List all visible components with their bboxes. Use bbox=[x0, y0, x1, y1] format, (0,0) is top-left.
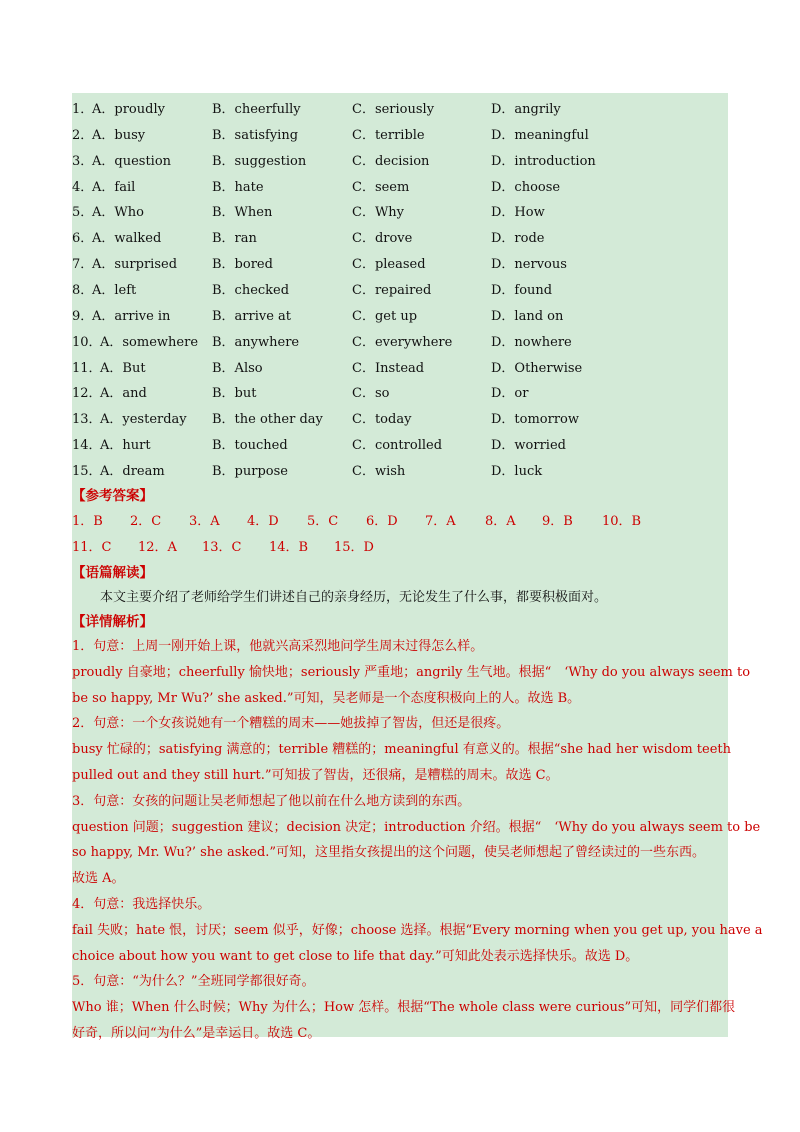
question-row bbox=[72, 121, 728, 147]
detail-line: proudly 自豪地；cheerfully 愉快地；seriously 严重地；angrily 生气地。根据“ ‘Why do you always seem to bbox=[72, 664, 751, 680]
option-c: C．drove bbox=[352, 231, 413, 247]
detail-line: 4．句意：我选择快乐。 bbox=[72, 897, 211, 912]
option-b: B．ran bbox=[212, 231, 257, 247]
detail-heading: 【详情解析】 bbox=[72, 614, 153, 630]
question-row bbox=[72, 457, 728, 483]
option-b: B．the other day bbox=[212, 412, 323, 428]
question-row bbox=[72, 173, 728, 199]
option-d: D．luck bbox=[491, 463, 543, 479]
option-a: A．fail bbox=[92, 179, 136, 195]
question-number: 13． bbox=[72, 412, 102, 428]
question-number: 3． bbox=[72, 153, 94, 169]
question-number: 15． bbox=[72, 463, 102, 479]
question-row bbox=[72, 328, 728, 354]
option-b: B．anywhere bbox=[212, 334, 300, 350]
option-a: A．Who bbox=[92, 205, 144, 221]
detail-line: 故选 A。 bbox=[72, 871, 125, 887]
option-c: C．seriously bbox=[352, 102, 435, 117]
detail-line: choice about how you want to get close to life that day.”可知此处表示选择快乐。故选 D。 bbox=[72, 948, 639, 964]
option-c: C．get up bbox=[352, 308, 418, 324]
question-number: 11． bbox=[72, 360, 102, 376]
option-a: A．surprised bbox=[92, 257, 178, 273]
answer-item: 4．D bbox=[247, 514, 279, 529]
question-number: 6． bbox=[72, 231, 94, 247]
answer-item: 1．B bbox=[72, 514, 103, 529]
question-number: 7． bbox=[72, 257, 94, 273]
answer-item: 13．C bbox=[202, 540, 242, 555]
option-d: D．found bbox=[491, 282, 553, 298]
option-d: D．worried bbox=[491, 438, 566, 454]
question-number: 10． bbox=[72, 334, 102, 350]
question-number: 8． bbox=[72, 282, 94, 298]
summary-heading: 【语篇解读】 bbox=[72, 565, 153, 581]
detail-line: 1．句意：上周一刚开始上课，他就兴高采烈地问学生周末过得怎么样。 bbox=[72, 639, 484, 654]
option-c: C．today bbox=[352, 412, 412, 428]
option-a: A．hurt bbox=[100, 438, 151, 454]
option-d: D．rode bbox=[491, 231, 545, 247]
question-number: 12． bbox=[72, 386, 102, 402]
option-d: D．land on bbox=[491, 308, 564, 324]
option-b: B．purpose bbox=[212, 463, 288, 479]
option-a: A．dream bbox=[100, 463, 165, 479]
answer-item: 11．C bbox=[72, 540, 112, 555]
option-a: A．left bbox=[92, 282, 137, 298]
detail-line: pulled out and they still hurt.”可知拔了智齿，还很痛，是糟糕的周末。故选 C。 bbox=[72, 768, 559, 783]
option-b: B．Also bbox=[212, 360, 263, 376]
detail-line: so happy, Mr. Wu?’ she asked.”可知，这里指女孩提出的这个问题，使吴老师想起了曾经读过的一些东西。 bbox=[72, 845, 706, 861]
option-c: C．Instead bbox=[352, 360, 425, 376]
option-d: D．How bbox=[491, 205, 545, 221]
answer-item: 5．C bbox=[307, 514, 339, 529]
question-row bbox=[72, 379, 728, 405]
option-b: B．satisfying bbox=[212, 127, 299, 143]
answer-item: 9．B bbox=[542, 514, 573, 529]
option-d: D．introduction bbox=[491, 153, 596, 169]
option-a: A．But bbox=[100, 360, 146, 376]
detail-line: be so happy, Mr Wu?’ she asked.”可知，吴老师是一个态度积极向上的人。故选 B。 bbox=[72, 690, 581, 706]
option-d: D．or bbox=[491, 386, 529, 402]
option-b: B．touched bbox=[212, 438, 288, 454]
question-number: 9． bbox=[72, 308, 94, 324]
option-c: C．decision bbox=[352, 153, 430, 169]
option-c: C．repaired bbox=[352, 282, 432, 298]
question-row bbox=[72, 147, 728, 173]
option-b: B．suggestion bbox=[212, 153, 307, 169]
option-a: A．walked bbox=[92, 231, 162, 247]
option-c: C．Why bbox=[352, 205, 405, 221]
option-d: D．nowhere bbox=[491, 334, 572, 350]
option-a: A．question bbox=[92, 153, 172, 169]
question-row bbox=[72, 302, 728, 328]
answer-item: 14．B bbox=[269, 540, 309, 555]
answer-item: 3．A bbox=[189, 514, 220, 529]
option-a: A．busy bbox=[92, 127, 146, 143]
question-number: 4． bbox=[72, 179, 94, 195]
question-row bbox=[72, 198, 728, 224]
option-a: A．proudly bbox=[92, 102, 165, 117]
option-c: C．terrible bbox=[352, 127, 425, 143]
question-row bbox=[72, 276, 728, 302]
option-b: B．checked bbox=[212, 282, 290, 298]
detail-line: 5．句意：“为什么？”全班同学都很好奇。 bbox=[72, 974, 315, 990]
option-d: D．angrily bbox=[491, 102, 561, 117]
detail-line: fail 失败；hate 恨，讨厌；seem 似乎，好像；choose 选择。根据“Every morning when you get up, you have a bbox=[72, 922, 763, 938]
question-number: 2． bbox=[72, 127, 94, 143]
question-row bbox=[72, 431, 728, 457]
option-b: B．bored bbox=[212, 257, 273, 273]
option-b: B．When bbox=[212, 205, 273, 221]
option-b: B．but bbox=[212, 386, 257, 402]
answers-heading: 【参考答案】 bbox=[72, 488, 153, 504]
option-b: B．arrive at bbox=[212, 308, 292, 324]
answer-item: 10．B bbox=[602, 514, 642, 529]
answer-item: 8．A bbox=[485, 514, 516, 529]
option-c: C．so bbox=[352, 386, 390, 402]
option-a: A．yesterday bbox=[100, 412, 187, 428]
option-a: A．arrive in bbox=[92, 308, 171, 324]
option-d: D．choose bbox=[491, 179, 561, 195]
answer-item: 7．A bbox=[425, 514, 456, 529]
question-number: 5． bbox=[72, 205, 94, 221]
question-row bbox=[72, 95, 728, 121]
detail-line: Who 谁；When 什么时候；Why 为什么；How 怎样。根据“The whole class were curious”可知，同学们都很 bbox=[72, 1000, 736, 1016]
option-a: A．somewhere bbox=[100, 334, 199, 350]
answer-item: 6．D bbox=[366, 514, 398, 529]
summary-text: 本文主要介绍了老师给学生们讲述自己的亲身经历，无论发生了什么事，都要积极面对。 bbox=[100, 590, 608, 605]
answer-item: 12．A bbox=[138, 540, 177, 555]
question-row bbox=[72, 250, 728, 276]
answer-item: 2．C bbox=[130, 514, 162, 529]
detail-line: 好奇，所以问“为什么”是幸运日。故选 C。 bbox=[72, 1026, 321, 1041]
option-d: D．Otherwise bbox=[491, 360, 583, 376]
question-row bbox=[72, 354, 728, 380]
answer-item: 15．D bbox=[334, 540, 374, 555]
option-c: C．wish bbox=[352, 463, 406, 479]
option-c: C．seem bbox=[352, 179, 410, 195]
question-number: 1． bbox=[72, 102, 94, 117]
question-number: 14． bbox=[72, 438, 102, 454]
option-d: D．meaningful bbox=[491, 127, 589, 143]
option-a: A．and bbox=[100, 386, 147, 402]
option-d: D．tomorrow bbox=[491, 412, 580, 428]
option-c: C．controlled bbox=[352, 438, 443, 454]
option-b: B．cheerfully bbox=[212, 102, 301, 117]
option-c: C．pleased bbox=[352, 257, 426, 273]
option-b: B．hate bbox=[212, 179, 264, 195]
detail-line: 3．句意：女孩的问题让吴老师想起了他以前在什么地方读到的东西。 bbox=[72, 793, 471, 809]
option-c: C．everywhere bbox=[352, 334, 453, 350]
question-row bbox=[72, 224, 728, 250]
detail-line: busy 忙碌的；satisfying 满意的；terrible 糟糕的；meaningful 有意义的。根据“she had her wisdom teeth bbox=[72, 742, 732, 758]
detail-line: question 问题；suggestion 建议；decision 决定；introduction 介绍。根据“ ‘Why do you always seem to be bbox=[72, 819, 761, 835]
question-row bbox=[72, 405, 728, 431]
option-d: D．nervous bbox=[491, 257, 567, 273]
detail-line: 2．句意：一个女孩说她有一个糟糕的周末——她拔掉了智齿，但还是很疼。 bbox=[72, 716, 510, 732]
